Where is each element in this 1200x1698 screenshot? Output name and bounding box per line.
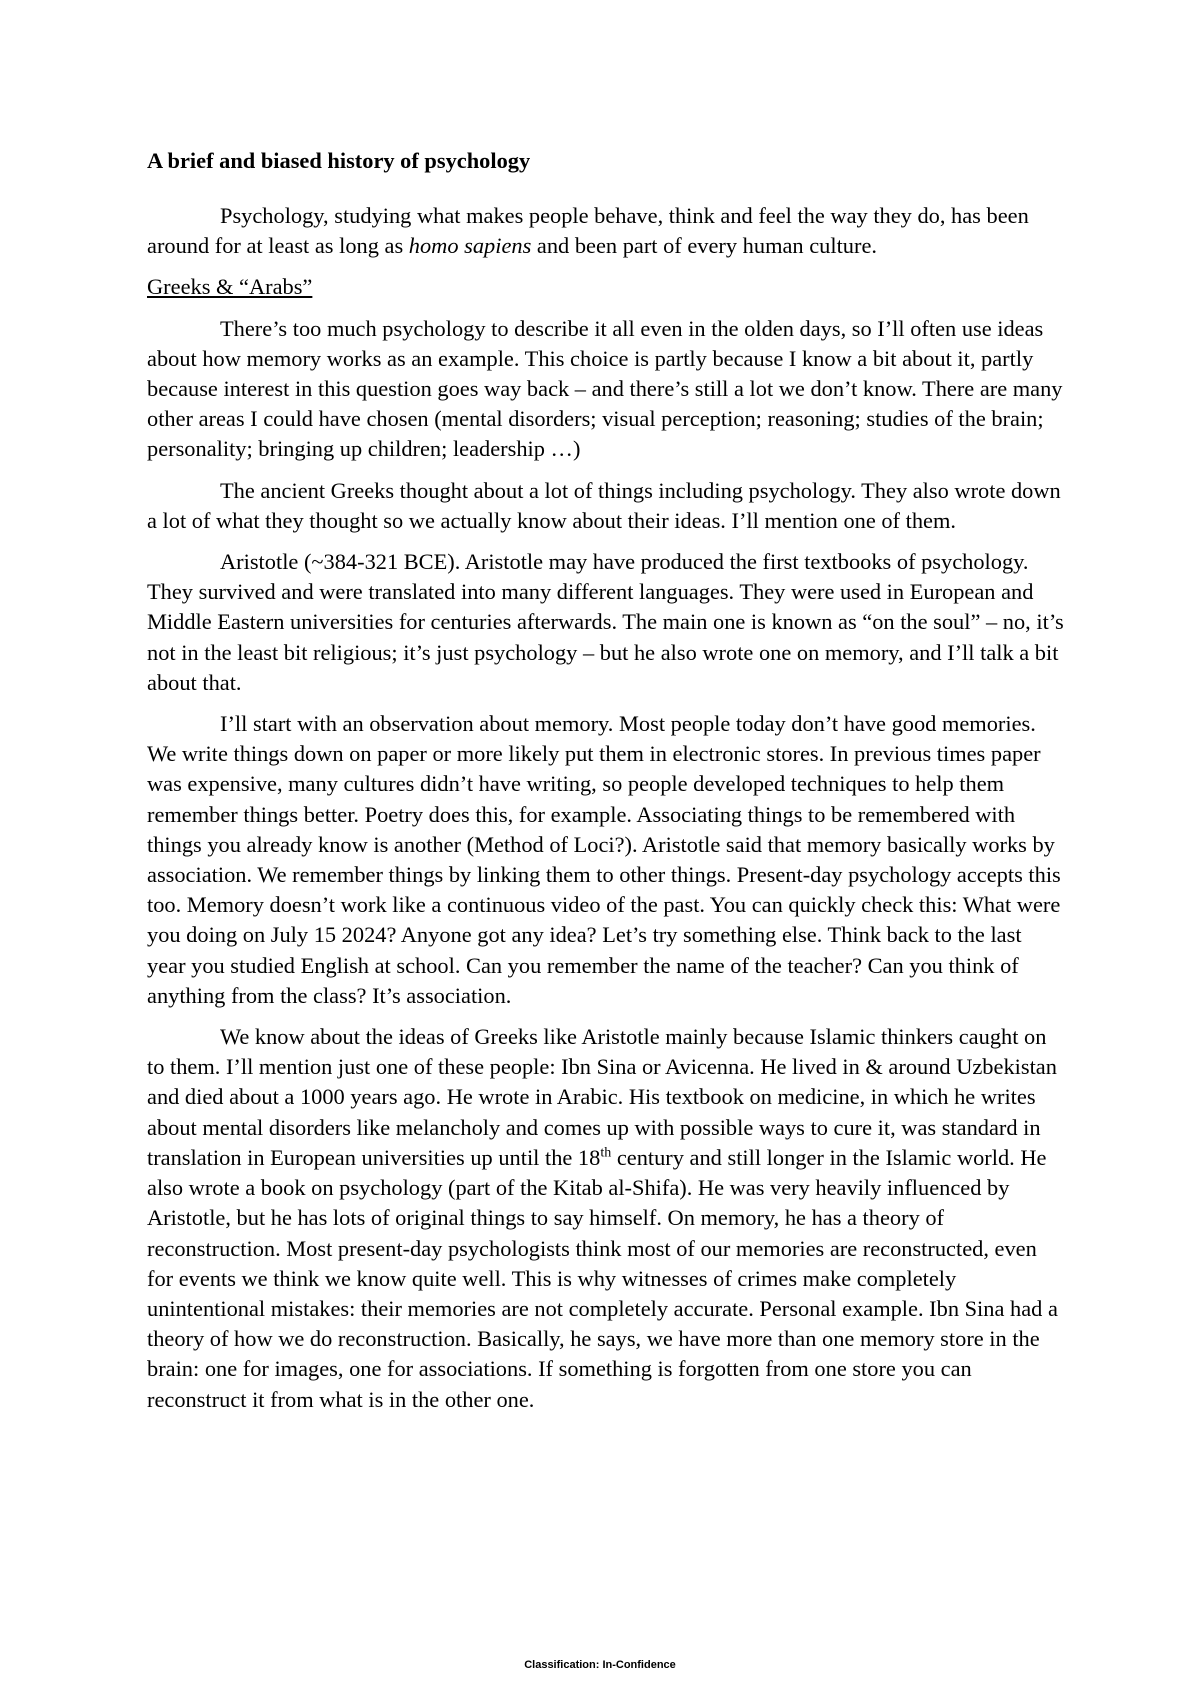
- intro-italic-term: homo sapiens: [408, 233, 532, 259]
- intro-text-start: Psychology, studying what makes people behave, think and feel the way they do, has been around for at least as long as: [147, 203, 1029, 259]
- intro-paragraph: [147, 201, 1065, 261]
- intro-text-end: and been part of every human culture.: [531, 233, 877, 259]
- final-text-end: century and still longer in the Islamic world. He also wrote a book on psychology (part of the Kitab al-Shifa). He was very heavily influenced by Aristotle, but he has lots of original things to say himself. On memory, he has a theory of reconstruction. Most present-day psychologists think most of our memories are reconstructed, even for events we think we know quite well. This is why witnesses of crimes make completely unintentional mistakes: their memories are not completely accurate. Personal example. Ibn Sina had a theory of how we do reconstruction. Basically, he says, we have more than one memory store in the brain: one for images, one for associations. If something is forgotten from one store you can reconstruct it from what is in the other one.: [147, 1144, 1058, 1412]
- classification-footer: Classification: In-Confidence: [524, 1659, 676, 1671]
- final-text-start: We know about the ideas of Greeks like Aristotle mainly because Islamic thinkers caught on to them. I’ll mention just one of these people: Ibn Sina or Avicenna. He lived in & around Uzbekistan and died about a 1000 years ago. He wrote in Arabic. His textbook on medicine, in which he writes about mental disorders like melancholy and comes up with possible ways to cure it, was standard in translation in European universities up until the 18: [147, 1024, 1057, 1170]
- document-title: A brief and biased history of psychology: [147, 148, 531, 173]
- ordinal-superscript: th: [600, 1145, 612, 1161]
- document-body: [147, 146, 1065, 1426]
- body-paragraph: The ancient Greeks thought about a lot of things including psychology. They also wrote down a lot of what they thought so we actually know about their ideas. I’ll mention one of them.: [147, 477, 1061, 533]
- section-heading: Greeks & “Arabs”: [147, 274, 313, 300]
- body-paragraph: Aristotle (~384-321 BCE). Aristotle may have produced the first textbooks of psychology. They survived and were translated into many different languages. They were used in European and Middle Eastern universities for centuries afterwards. The main one is known as “on the soul” – no, it’s not in the least bit religious; it’s just psychology – but he also wrote one on memory, and I’ll talk a bit about that.: [147, 549, 1064, 695]
- final-paragraph: [147, 1022, 1065, 1415]
- body-paragraph: There’s too much psychology to describe it all even in the olden days, so I’ll often use ideas about how memory works as an example. This choice is partly because I know a bit about it, partly because interest in this question goes way back – and there’s still a lot we don’t know. There are many other areas I could have chosen (mental disorders; visual perception; reasoning; studies of the brain; personality; bringing up children; leadership …): [147, 315, 1063, 462]
- body-paragraph: I’ll start with an observation about memory. Most people today don’t have good memories. We write things down on paper or more likely put them in electronic stores. In previous times paper was expensive, many cultures didn’t have writing, so people developed techniques to help them remember things better. Poetry does this, for example. Associating things to be remembered with things you already know is another (Method of Loci?). Aristotle said that memory basically works by association. We remember things by linking them to other things. Present-day psychology accepts this too. Memory doesn’t work like a continuous video of the past. You can quickly check this: What were you doing on July 15 2024? Anyone got any idea? Let’s try something else. Think back to the last year you studied English at school. Can you remember the name of the teacher? Can you think of anything from the class? It’s association.: [147, 711, 1061, 1008]
